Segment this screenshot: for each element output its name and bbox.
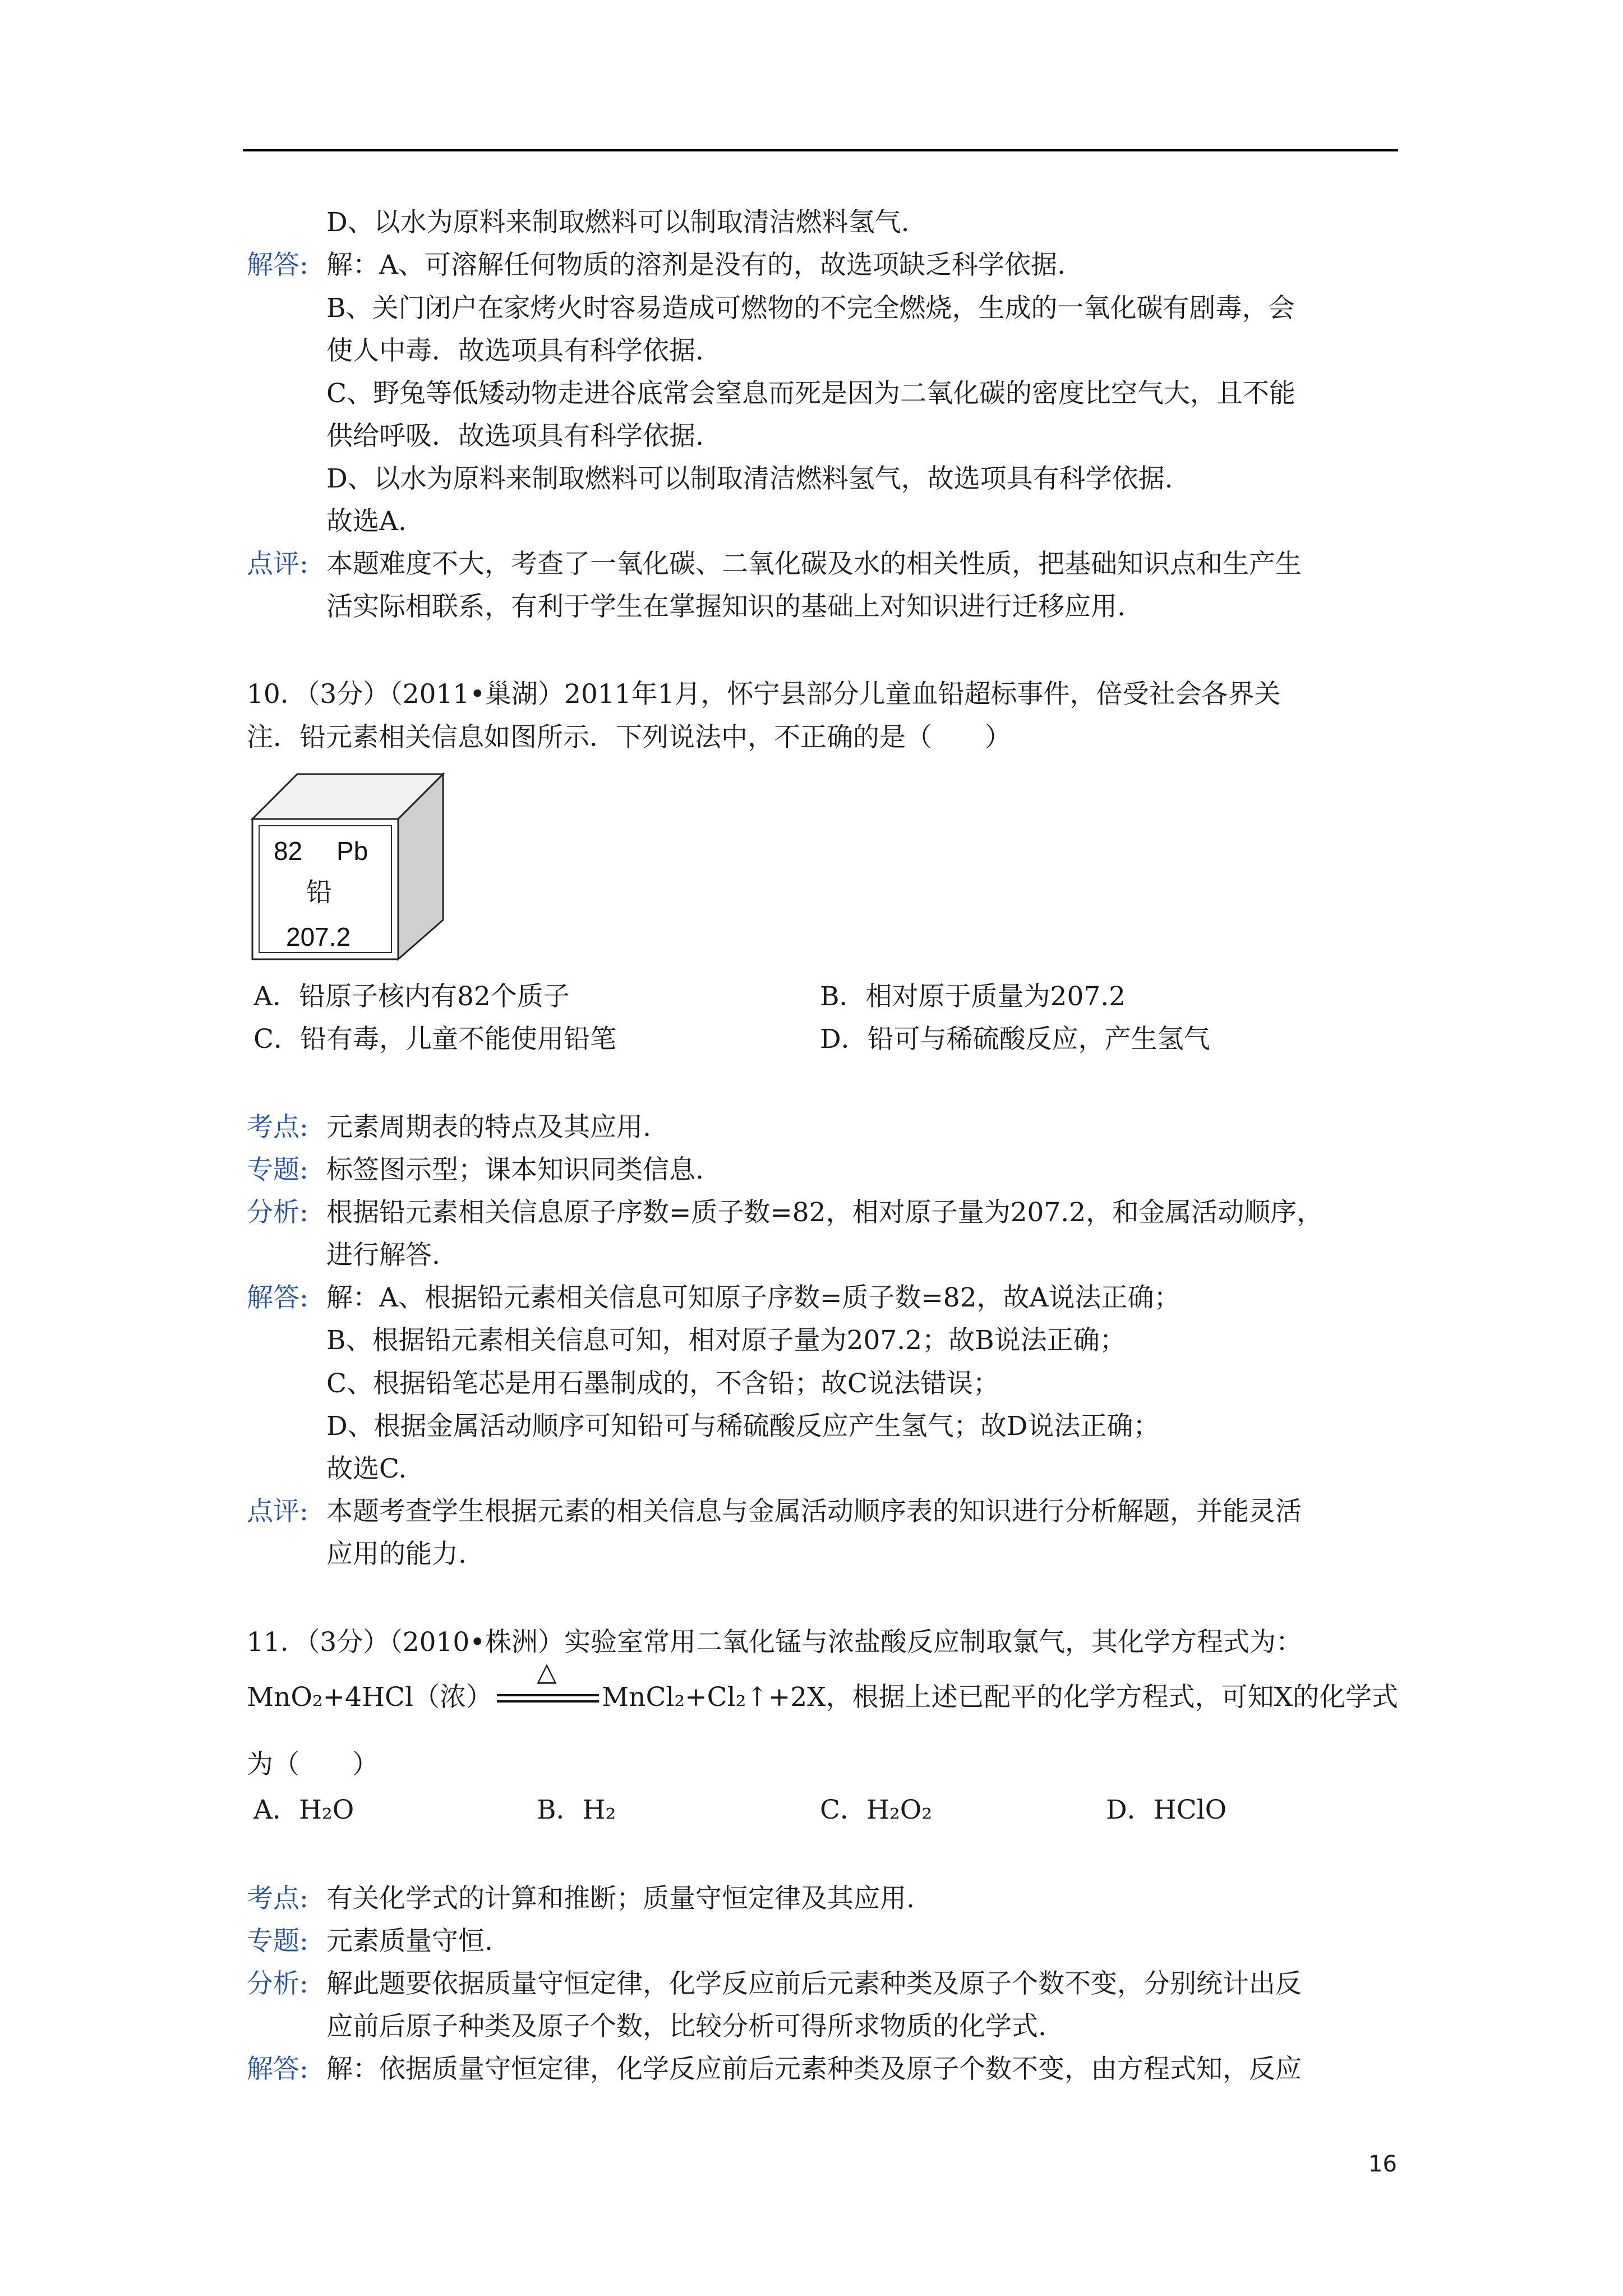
option-b: B．相对原于质量为207.2 [820, 981, 1126, 1012]
answer-label: 解答: [247, 1282, 308, 1313]
option-a: A．H₂O [253, 1795, 354, 1825]
topic: 标签图示型；课本知识同类信息. [326, 1154, 704, 1185]
atomic-mass: 207.2 [286, 922, 351, 951]
header-rule [243, 149, 1398, 151]
option-c: C．H₂O₂ [820, 1795, 933, 1825]
analysis-label: 分析: [247, 1197, 308, 1228]
analysis-label: 分析: [247, 1968, 308, 1999]
topic-label: 专题: [247, 1154, 308, 1185]
option-d: D．HClO [1106, 1795, 1227, 1825]
answer-line: C、野兔等低矮动物走进谷底常会窒息而死是因为二氧化碳的密度比空气大，且不能 [326, 378, 1295, 409]
knowledge-point-label: 考点: [247, 1112, 308, 1143]
answer-choice: 故选A. [326, 506, 407, 537]
question-11-stem: 为（ ） [247, 1749, 379, 1780]
option-c: C．铅有毒，儿童不能使用铅笔 [253, 1024, 616, 1055]
chemical-equation [247, 1663, 1399, 1714]
option-d-text: D、以水为原料来制取燃料可以制取清洁燃料氢气. [326, 207, 910, 238]
comment-line: 活实际相联系，有利于学生在掌握知识的基础上对知识进行迁移应用. [326, 591, 1126, 622]
atomic-number: 82 [274, 836, 303, 866]
question-10-stem: 10．（3分）（2011•巢湖）2011年1月，怀宁县部分儿童血铅超标事件，倍受社会各界关 [247, 679, 1281, 710]
answer-choice: 故选C. [326, 1453, 407, 1484]
comment-line: 应用的能力. [326, 1539, 467, 1570]
knowledge-point-label: 考点: [247, 1883, 308, 1914]
answer-line: C、根据铅笔芯是用石墨制成的，不含铅；故C说法错误； [326, 1368, 999, 1399]
answer-line: D、根据金属活动顺序可知铅可与稀硫酸反应产生氢气；故D说法正确； [326, 1411, 1160, 1442]
answer-line: 解：A、可溶解任何物质的溶剂是没有的，故选项缺乏科学依据. [326, 250, 1066, 280]
option-b: B．H₂ [537, 1795, 616, 1825]
analysis-line: 进行解答. [326, 1240, 440, 1271]
option-a: A．铅原子核内有82个质子 [253, 981, 570, 1012]
answer-line: 解：A、根据铅元素相关信息可知原子序数=质子数=82，故A说法正确； [326, 1282, 1181, 1313]
answer-line: 解：依据质量守恒定律，化学反应前后元素种类及原子个数不变，由方程式知，反应 [326, 2054, 1302, 2085]
question-11-stem: 11．（3分）（2010•株洲）实验室常用二氧化锰与浓盐酸反应制取氯气，其化学方程式为： [247, 1627, 1303, 1658]
analysis-line: 应前后原子种类及原子个数，比较分析可得所求物质的化学式. [326, 2011, 1046, 2042]
comment-label: 点评: [247, 1496, 308, 1527]
element-symbol: Pb [336, 836, 368, 866]
answer-line: D、以水为原料来制取燃料可以制取清洁燃料氢气，故选项具有科学依据. [326, 463, 1173, 494]
page-number: 16 [1368, 2151, 1397, 2177]
option-d: D．铅可与稀硫酸反应，产生氢气 [820, 1024, 1210, 1055]
element-card-figure [247, 769, 449, 965]
knowledge-point: 元素周期表的特点及其应用. [326, 1112, 651, 1143]
question-10-stem: 注．铅元素相关信息如图所示．下列说法中，不正确的是（ ） [247, 722, 1011, 753]
knowledge-point: 有关化学式的计算和推断；质量守恒定律及其应用. [326, 1883, 915, 1914]
analysis-line: 解此题要依据质量守恒定律，化学反应前后元素种类及原子个数不变，分别统计出反 [326, 1968, 1302, 1999]
equation-products: MnCl₂+Cl₂↑+2X，根据上述已配平的化学方程式，可知X的化学式 [602, 1682, 1399, 1713]
topic: 元素质量守恒. [326, 1926, 493, 1957]
equation-reactants: MnO₂+4HCl（浓） [247, 1682, 493, 1713]
comment-label: 点评: [247, 549, 308, 579]
answer-label: 解答: [247, 250, 308, 280]
analysis-line: 根据铅元素相关信息原子序数=质子数=82，相对原子量为207.2，和金属活动顺序， [326, 1197, 1324, 1228]
topic-label: 专题: [247, 1926, 308, 1957]
answer-line: 供给呼吸．故选项具有科学依据. [326, 421, 704, 452]
reaction-condition [492, 1663, 602, 1714]
comment-line: 本题难度不大，考查了一氧化碳、二氧化碳及水的相关性质，把基础知识点和生产生 [326, 549, 1302, 579]
answer-line: B、根据铅元素相关信息可知，相对原子量为207.2；故B说法正确； [326, 1325, 1126, 1356]
answer-line: 使人中毒．故选项具有科学依据. [326, 335, 704, 366]
answer-label: 解答: [247, 2054, 308, 2085]
answer-line: B、关门闭户在家烤火时容易造成可燃物的不完全燃烧，生成的一氧化碳有剧毒，会 [326, 293, 1295, 324]
comment-line: 本题考查学生根据元素的相关信息与金属活动顺序表的知识进行分析解题，并能灵活 [326, 1496, 1302, 1527]
heat-triangle-icon: △ [537, 1663, 557, 1687]
element-name: 铅 [306, 877, 332, 907]
